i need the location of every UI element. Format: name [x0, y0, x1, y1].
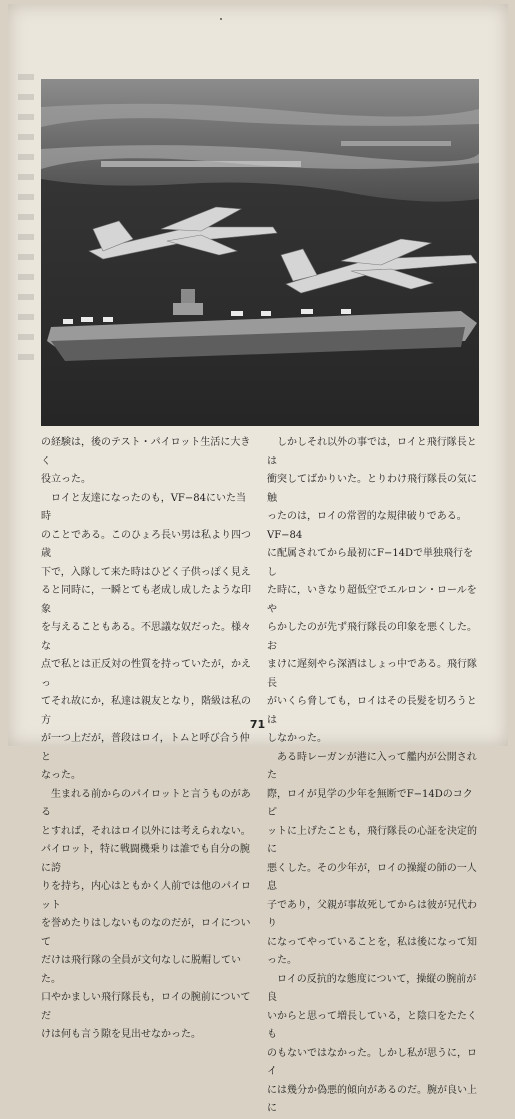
text-column-left: の経験は，後のテスト・パイロット生活に大きく 役立った。 ロイと友達になったのも，VF−84にいた当時 のことである。このひょろ長い男は私より四つ歳 下で，入隊して来た時はひどく子供っぽく見え ると同時に，一瞬とても老成し成したような印象 を与えることもある。不思議な奴だった。様々な 点で私とは正反対の性質を持っていたが，かえっ てそれ故にか，私達は親友となり，階級は私の方 が一つ上だが，普段はロイ，トムと呼び合う仲と なった。 生まれる前からのパイロットと言うものがある とすれば，それはロイ以外には考えられない。 パイロット，特に戦闘機乗りは誰でも自分の腕に誇 りを持ち，内心はともかく人前では他のパイロット を誉めたりはしないものなのだが，ロイについて だけは飛行隊の全員が文句なしに脱帽していた。 口やかましい飛行隊長も，ロイの腕前についてだ けは何も言う隙を見出せなかった。 [41, 437, 251, 1040]
photograph-carrier-jets [41, 79, 479, 426]
page-number: 71 [249, 718, 266, 731]
show-through-text [18, 74, 34, 374]
photo-carrier-jets-icon [41, 79, 479, 426]
text-column-right: しかしそれ以外の事では，ロイと飛行隊長とは 衝突してばかりいた。とりわけ飛行隊長の気に触 ったのは，ロイの常習的な規律破りである。VF−84 に配属されてから最初にF−14Dで単独飛行をし た時に，いきなり超低空でエルロン・ロールをや らかしたのが先ず飛行隊長の印象を悪くした。お まけに遅刻やら深酒はしょっ中である。飛行隊長 がいくら脅しても，ロイはその長髪を切ろうとは しなかった。 ある時レーガンが港に入って艦内が公開された 際，ロイが見学の少年を無断でF−14Dのコクピ ットに上げたことも，飛行隊長の心証を決定的に 悪くした。その少年が，ロイの操縦の師の一人息 子であり，父親が事故死してからは彼が兄代わり になってやっていることを，私は後になって知った。 ロイの反抗的な態度について，操縦の腕前が良 いからと思って増長している，と陰口をたたくも のもないではなかった。しかし私が思うに，ロイ には幾分か偽悪的傾向があるのだ。腕が良い上に [267, 437, 477, 1114]
speck [220, 18, 222, 20]
